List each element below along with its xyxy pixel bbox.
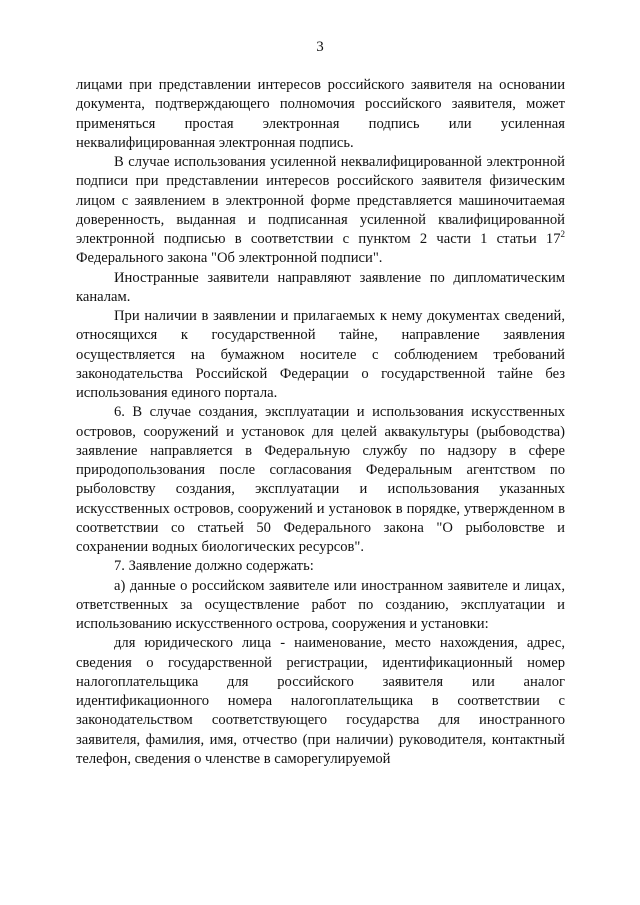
- paragraph-legal-entity-details: для юридического лица - наименование, место нахождения, адрес, сведения о государственной регистрации, идентификационный номер налогоплательщика для российского заявителя или аналог идентификационного номера налогоплательщика в соответствии с законодательством соответствующего государства для иностранного заявителя, фамилия, имя, отчество (при наличии) руководителя, контактный телефон, сведения о членстве в саморегулируемой: [76, 635, 565, 767]
- paragraph-item-7-heading: 7. Заявление должно содержать:: [114, 558, 314, 575]
- paragraph-machine-readable-power-of-attorney: [76, 153, 565, 269]
- article-superscript: 2: [560, 229, 565, 239]
- paragraph-foreign-applicants: Иностранные заявители направляют заявление по дипломатическим каналам.: [76, 269, 565, 305]
- paragraph-text-part: Федерального закона "Об электронной подписи".: [76, 250, 383, 267]
- paragraph-item-7a-applicant-data: а) данные о российском заявителе или иностранном заявителе и лицах, ответственных за осуществление работ по созданию, эксплуатации и использованию искусственного острова, сооружения и установки:: [76, 577, 565, 632]
- paragraph-state-secret: При наличии в заявлении и прилагаемых к нему документах сведений, относящихся к государственной тайне, направление заявления осуществляется на бумажном носителе с соблюдением требований законодательства Российской Федерации о государственной тайне без использования единого портала.: [76, 308, 565, 401]
- paragraph-item-6-aquaculture: 6. В случае создания, эксплуатации и использования искусственных островов, сооружений и установок для целей аквакультуры (рыбоводства) заявление направляется в Федеральную службу по надзору в сфере природопользования после согласования Федеральным агентством по рыболовству создания, эксплуатации и использования указанных искусственных островов, сооружений и установок в порядке, утвержденном в соответствии со статьей 50 Федерального закона "О рыболовстве и сохранении водных биологических ресурсов".: [76, 404, 565, 555]
- paragraph-text-part: В случае использования усиленной неквалифицированной электронной подписи при представлении интересов российского заявителя физическим лицом с заявлением в электронной форме представляется машиночитаемая доверенность, выданная и подписанная усиленной квалифицированной электронной подписью в соответствии с пунктом 2 части 1 статьи 17: [76, 154, 565, 247]
- page-number: 3: [316, 39, 324, 55]
- document-body: [76, 76, 565, 769]
- paragraph-signature-types: лицами при представлении интересов российского заявителя на основании документа, подтверждающего полномочия российского заявителя, может применяться простая электронная подпись или усиленная неквалифицированная электронная подпись.: [76, 77, 565, 151]
